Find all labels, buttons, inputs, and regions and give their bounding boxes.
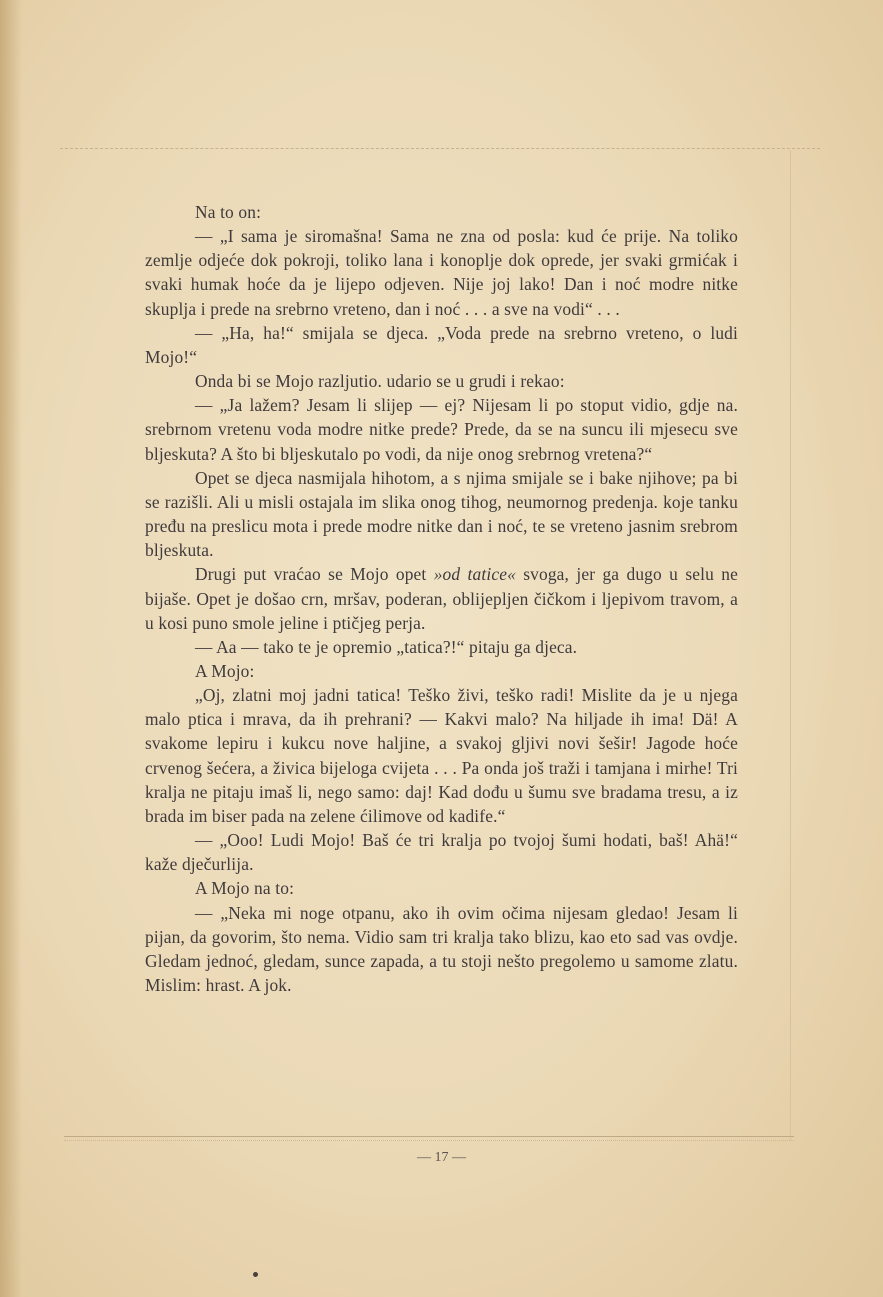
ink-speck bbox=[253, 1272, 258, 1277]
paragraph: — Aa — tako te je opremio „tatica?!“ pitaju ga djeca. bbox=[195, 636, 578, 657]
paragraph: — „Ooo! Ludi Mojo! Baš će tri kralja po tvojoj šumi hodati, baš! Ahä!“ kaže dječurlija. bbox=[145, 830, 738, 875]
paragraph: — „Neka mi noge otpanu, ako ih ovim očima nijesam gledao! Jesam li pijan, da govorim, što nema. Vidio sam tri kralja tako blizu, kao eto sad vas ovdje. Gledam jednoć, gledam, sunce zapada, a tu stoji nešto pregolemo u samome zlatu. Mislim: hrast. A jok. bbox=[145, 902, 738, 995]
paragraph: — „Ha, ha!“ smijala se djeca. „Voda prede na srebrno vreteno, o ludi Mojo!“ bbox=[145, 322, 738, 367]
paragraph: Na to on: bbox=[195, 202, 262, 222]
bottom-rule bbox=[64, 1136, 794, 1137]
paragraph: A Mojo: bbox=[195, 660, 255, 681]
page-number: — 17 — bbox=[417, 1150, 466, 1165]
top-rule bbox=[60, 148, 820, 149]
paragraph: — „Ja lažem? Jesam li slijep — ej? Nijesam li po stoput vidio, gdje na. srebrnom vretenu voda modre nitke prede? Prede, da se na suncu ili mjesecu sve bljeskuta? A što bi bljeskutalo po vodi, da nije onog srebrnog vretena?“ bbox=[145, 395, 738, 464]
paragraph: A Mojo na to: bbox=[195, 878, 295, 899]
emphasized-phrase: »od tatice« bbox=[433, 564, 516, 585]
paragraph bbox=[145, 562, 738, 634]
paragraph-text: svoga, jer ga dugo u selu ne bijaše. Opet je došao crn, mršav, poderan, oblijepljen čičkom i ljepivom travom, a u kosi puno smole jeline i ptičjeg perja. bbox=[145, 564, 738, 633]
right-frame-line bbox=[790, 150, 791, 1140]
bottom-rule-dotted bbox=[64, 1140, 794, 1141]
paragraph: Onda bi se Mojo razljutio. udario se u grudi i rekao: bbox=[195, 371, 565, 392]
spine-shadow bbox=[0, 0, 22, 1297]
paragraph: — „I sama je siromašna! Sama ne zna od posla: kud će prije. Na toliko zemlje odjeće dok pokroji, toliko lana i konoplje dok oprede, jer svaki grmićak i svaki humak hoće da je lijepo odjeven. Nije joj lako! Dan i noć modre nitke skuplja i prede na srebrno vreteno, dan i noć . . . a sve na vodi“ . . . bbox=[145, 226, 738, 319]
paragraph-text: Drugi put vraćao se Mojo opet bbox=[195, 564, 434, 585]
paragraph: Opet se djeca nasmijala hihotom, a s njima smijale se i bake njihove; pa bi se razišli. Ali u misli ostajala im slika onog tihog, neumornog predenja. koje tanku pređu na preslicu mota i prede modre nitke dan i noć, te se vreteno jasnim srebrom bljeskuta. bbox=[145, 467, 738, 561]
body-text bbox=[145, 200, 738, 997]
paragraph: „Oj, zlatni moj jadni tatica! Teško živi, teško radi! Mislite da je u njega malo ptica i mrava, da ih prehrani? — Kakvi malo? Na hiljade ih ima! Dä! A svakome lepiru i kukcu nove haljine, a svakoj gljivi novi šešir! Jagode hoće crvenog šećera, a živica bijeloga cvijeta . . . Pa onda još traži i tamjana i mirhe! Tri kralja ne pitaju imaš li, nego samo: daj! Kad dođu u šumu sve bradama tresu, a iz brada im biser pada na zelene ćilimove od kadife.“ bbox=[145, 685, 738, 826]
